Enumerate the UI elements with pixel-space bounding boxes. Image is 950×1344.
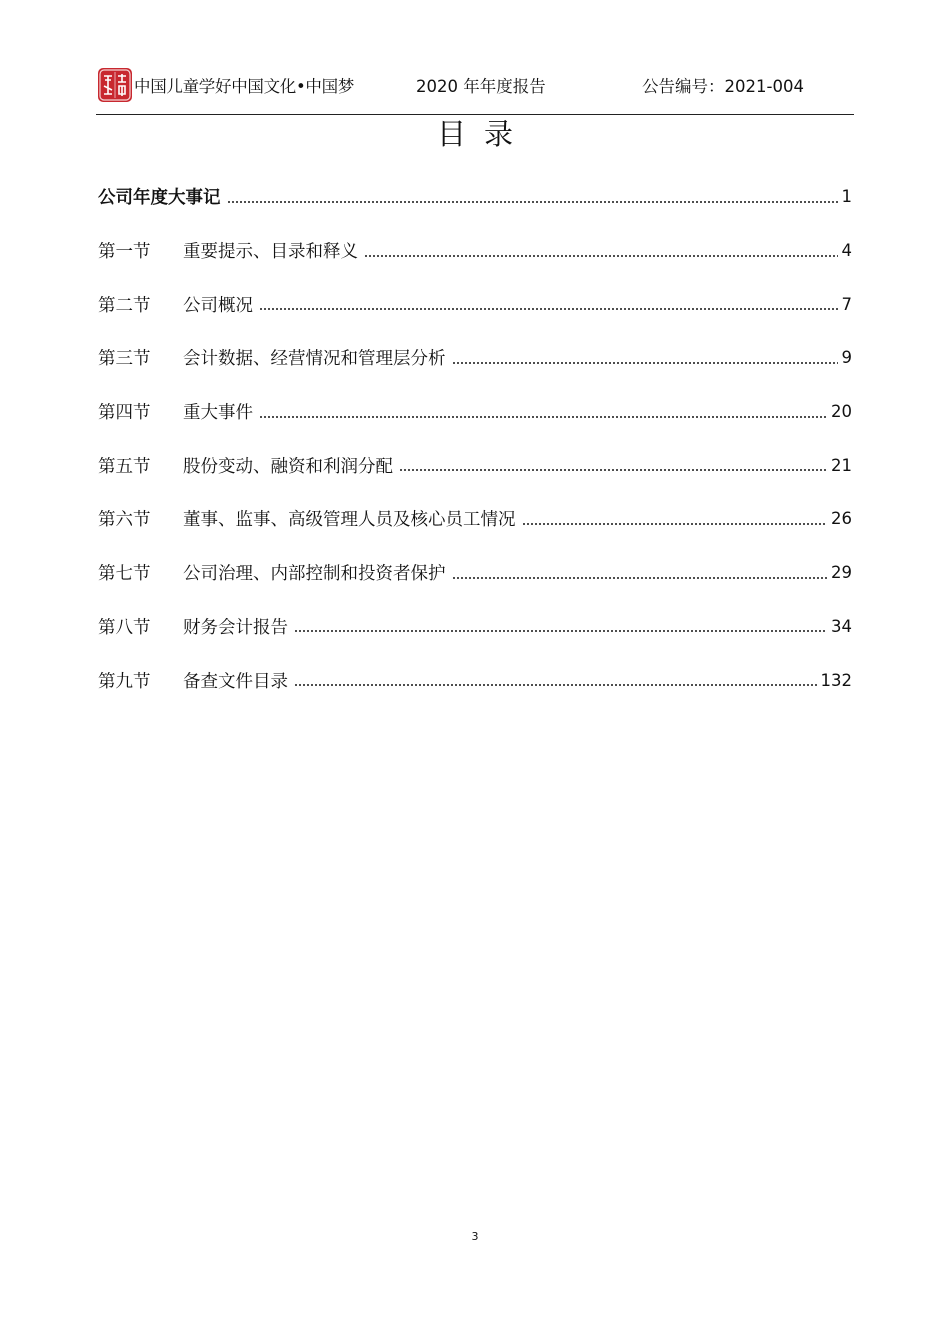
header-announcement-number: 公告编号：2021-004 [642, 77, 804, 96]
toc-page-number: 132 [820, 670, 852, 690]
page-number: 3 [471, 1230, 479, 1243]
toc-page-number: 20 [831, 402, 852, 422]
dot-leader [364, 255, 838, 257]
toc-page-number: 34 [831, 616, 852, 636]
table-of-contents [98, 170, 852, 707]
toc-entry-title: 董事、监事、高级管理人员及核心员工情况 [183, 510, 516, 531]
dot-leader [259, 308, 838, 310]
dot-leader [294, 684, 817, 686]
toc-section-number: 第五节 [98, 456, 151, 477]
toc-entry[interactable] [98, 600, 852, 654]
toc-page-number: 7 [841, 294, 852, 314]
toc-title: 目录 [436, 117, 531, 151]
toc-entry[interactable] [98, 385, 852, 439]
toc-entry-title: 股份变动、融资和利润分配 [183, 456, 393, 477]
toc-page-number: 29 [831, 563, 852, 583]
toc-section-number: 第六节 [98, 510, 151, 531]
seal-logo-icon [98, 68, 132, 102]
toc-entry-title: 财务会计报告 [183, 617, 288, 638]
toc-section-number: 第一节 [98, 242, 151, 263]
dot-leader [452, 577, 828, 579]
page-header [96, 66, 854, 115]
dot-leader [399, 469, 827, 471]
header-report-title: 2020 年年度报告 [416, 77, 546, 96]
toc-section-number: 第四节 [98, 403, 151, 424]
header-slogan: 中国儿童学好中国文化•中国梦 [134, 77, 355, 96]
toc-entry-title: 重大事件 [183, 403, 253, 424]
toc-page-number: 1 [841, 187, 852, 207]
dot-leader [452, 362, 838, 364]
toc-section-number: 第七节 [98, 564, 151, 585]
toc-entry-title: 公司治理、内部控制和投资者保护 [183, 564, 446, 585]
toc-entry[interactable] [98, 277, 852, 331]
toc-entry[interactable] [98, 546, 852, 600]
toc-entry[interactable] [98, 224, 852, 278]
dot-leader [259, 416, 827, 418]
toc-entry-title: 公司年度大事记 [98, 188, 221, 209]
toc-page-number: 4 [841, 241, 852, 261]
toc-page-number: 9 [841, 348, 852, 368]
toc-section-number: 第八节 [98, 617, 151, 638]
toc-entry-title: 公司概况 [183, 295, 253, 316]
toc-entry[interactable] [98, 653, 852, 707]
toc-entry[interactable] [98, 492, 852, 546]
toc-entry[interactable] [98, 331, 852, 385]
toc-entry[interactable] [98, 170, 852, 224]
toc-section-number: 第二节 [98, 295, 151, 316]
dot-leader [294, 630, 827, 632]
toc-entry-title: 会计数据、经营情况和管理层分析 [183, 349, 446, 370]
toc-page-number: 21 [831, 455, 852, 475]
toc-entry[interactable] [98, 438, 852, 492]
toc-entry-title: 重要提示、目录和释义 [183, 242, 358, 263]
dot-leader [227, 201, 838, 203]
toc-entry-title: 备查文件目录 [183, 671, 288, 692]
dot-leader [522, 523, 828, 525]
toc-section-number: 第三节 [98, 349, 151, 370]
toc-page-number: 26 [831, 509, 852, 529]
toc-section-number: 第九节 [98, 671, 151, 692]
